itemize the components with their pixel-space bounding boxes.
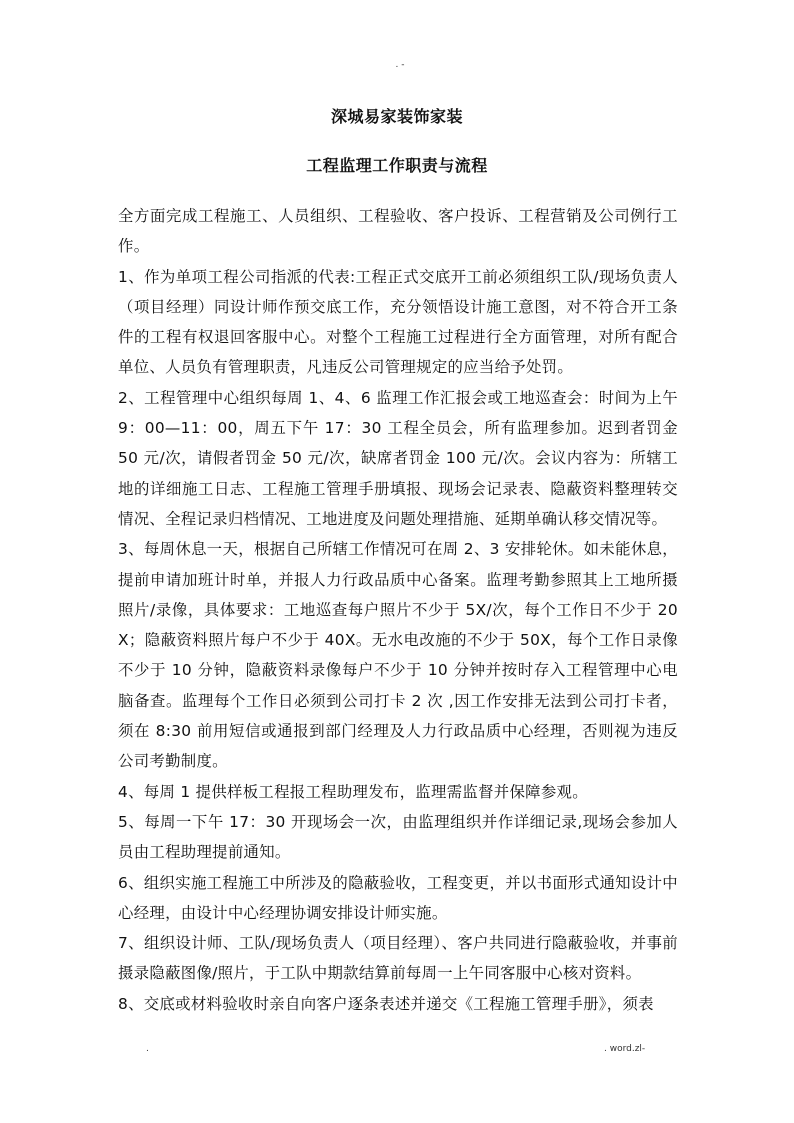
footer-left-mark: . xyxy=(146,1044,149,1054)
body-text xyxy=(118,201,678,1019)
paragraph-4: 4、每周 1 提供样板工程报工程助理发布，监理需监督并保障参观。 xyxy=(118,782,588,801)
document-title: 工程监理工作职责与流程 xyxy=(306,156,488,175)
company-title: 深城易家装饰家装 xyxy=(330,107,463,126)
header-mark: . - xyxy=(395,60,405,70)
paragraph-6: 6、组织实施工程施工中所涉及的隐蔽验收，工程变更，并以书面形式通知设计中心经理，由设计中心经理协调安排设计师实施。 xyxy=(118,873,678,922)
paragraph-intro: 全方面完成工程施工、人员组织、工程验收、客户投诉、工程营销及公司例行工作。 xyxy=(118,207,678,256)
paragraph-1: 1、作为单项工程公司指派的代表:工程正式交底开工前必须组织工队/现场负责人（项目经理）同设计师作预交底工作，充分领悟设计施工意图，对不符合开工条件的工程有权退回客服中心。对整个工程施工过程进行全方面管理，对所有配合单位、人员负有管理职责，凡违反公司管理规定的应当给予处罚。 xyxy=(118,267,678,377)
paragraph-5: 5、每周一下午 17：30 开现场会一次，由监理组织并作详细记录,现场会参加人员由工程助理提前通知。 xyxy=(118,812,678,862)
footer-right-mark: . word.zl- xyxy=(604,1044,646,1054)
paragraph-7: 7、组织设计师、工队/现场负责人（项目经理）、客户共同进行隐蔽验收，并事前摄录隐蔽图像/照片，于工队中期款结算前每周一上午同客服中心核对资料。 xyxy=(118,934,678,983)
paragraph-2: 2、工程管理中心组织每周 1、4、6 监理工作汇报会或工地巡查会：时间为上午 9：00—11：00，周五下午 17：30 工程全员会，所有监理参加。迟到者罚金 50 元/次，请假者罚金 50 元/次，缺席者罚金 100 元/次。会议内容为：所辖工地的详细施工日志、工程施工管理手册填报、现场会记录表、隐蔽资料整理转交情况、全程记录归档情况、工地进度及问题处理措施、延期单确认移交情况等。 xyxy=(118,388,678,528)
paragraph-3: 3、每周休息一天，根据自己所辖工作情况可在周 2、3 安排轮休。如未能休息，提前申请加班计时单，并报人力行政品质中心备案。监理考勤参照其上工地所摄照片/录像，具体要求：工地巡查每户照片不少于 5X/次，每个工作日不少于 20X；隐蔽资料照片每户不少于 40X。无水电改施的不少于 50X，每个工作日录像不少于 10 分钟，隐蔽资料录像每户不少于 10 分钟并按时存入工程管理中心电脑备查。监理每个工作日必须到公司打卡 2 次 ,因工作安排无法到公司打卡者，须在 8:30 前用短信或通报到部门经理及人力行政品质中心经理，否则视为违反公司考勤制度。 xyxy=(118,540,678,771)
paragraph-8: 8、交底或材料验收时亲自向客户逐条表述并递交《工程施工管理手册》，须表 xyxy=(118,994,654,1013)
